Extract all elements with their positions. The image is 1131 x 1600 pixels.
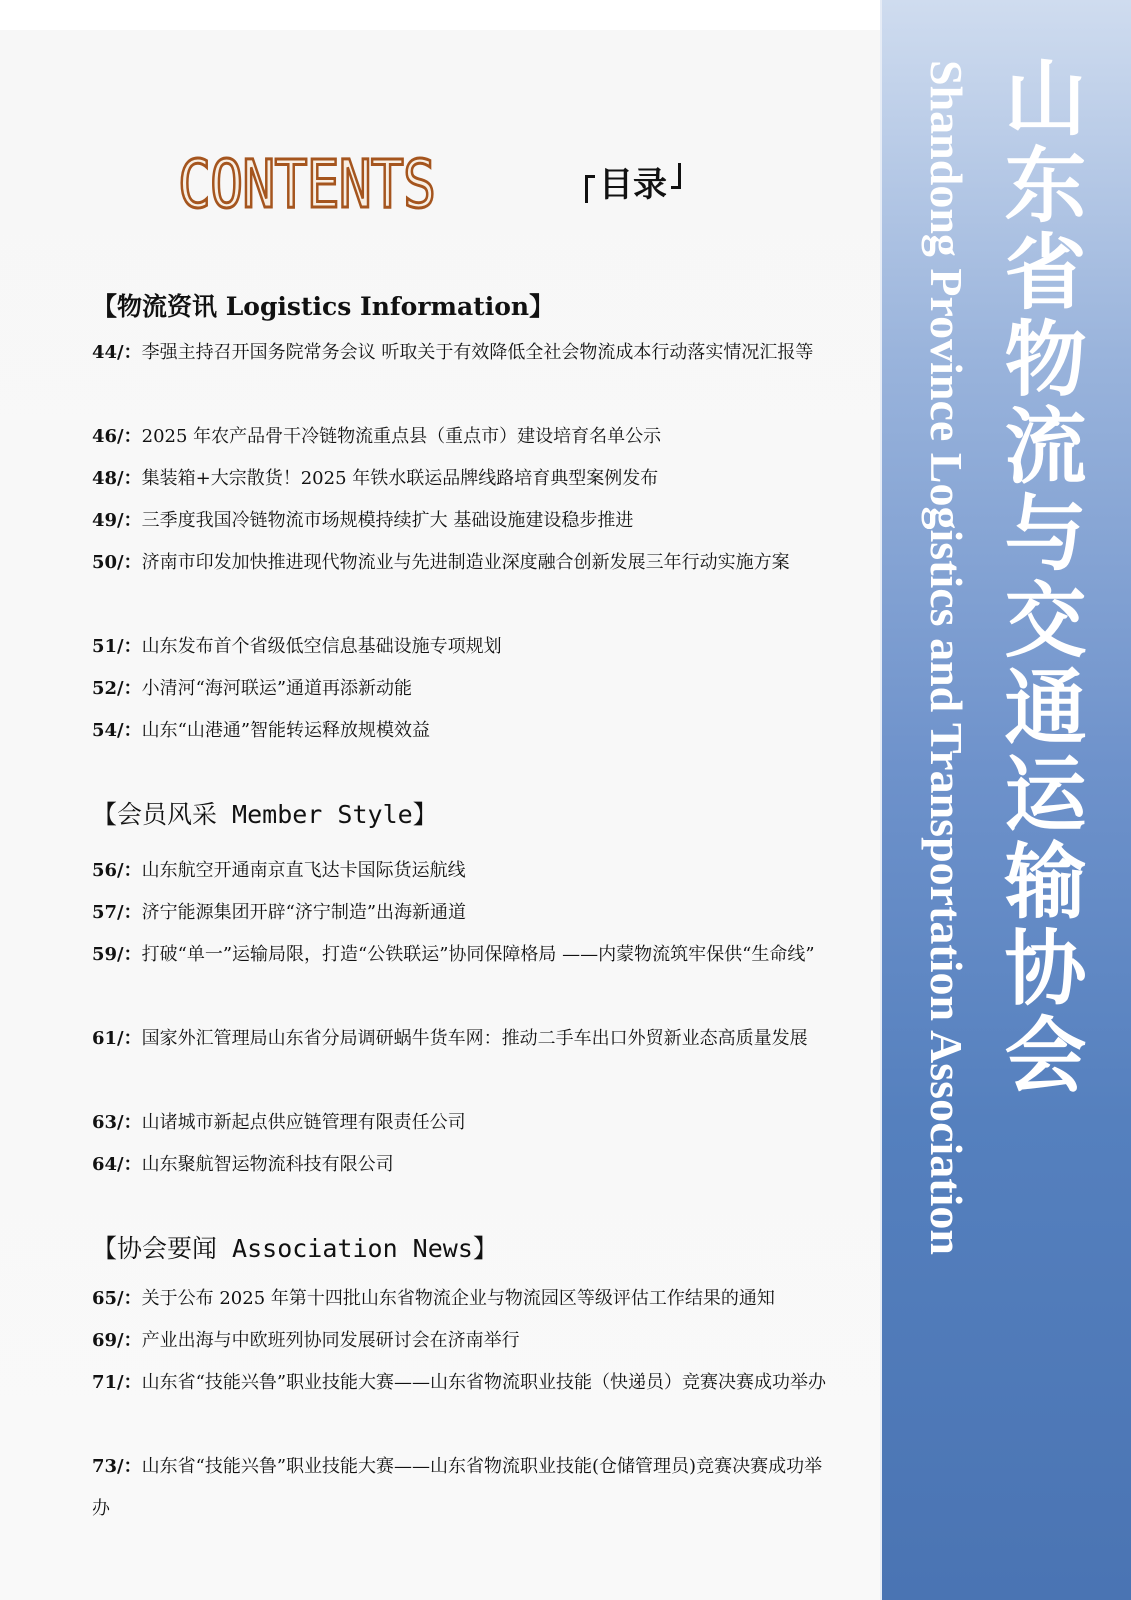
toc-item-title: 产业出海与中欧班列协同发展研讨会在济南举行	[141, 1330, 520, 1351]
toc-item[interactable]	[92, 668, 837, 710]
toc-item-page: 65/：	[92, 1288, 142, 1309]
section-title-member-style	[92, 798, 438, 832]
top-margin	[0, 0, 880, 30]
toc-item-page: 48/：	[92, 468, 142, 489]
toc-item[interactable]	[92, 542, 837, 584]
toc-item-title: 山东发布首个省级低空信息基础设施专项规划	[141, 636, 502, 657]
sidebar-title-cn: 山东省物流与交通运输协会	[991, 55, 1087, 1099]
toc-item-page: 57/：	[92, 902, 142, 923]
toc-item-title: 国家外汇管理局山东省分局调研蜗牛货车网：推动二手车出口外贸新业态高质量发展	[141, 1028, 808, 1049]
contents-logo: CONTENTS	[178, 146, 436, 223]
toc-item-title: 山东省“技能兴鲁”职业技能大赛——山东省物流职业技能(仓储管理员)竞赛决赛成功举办	[92, 1456, 823, 1519]
toc-item-page: 49/：	[92, 510, 142, 531]
section-title-logistics-information: 【物流资讯 Logistics Information】	[92, 292, 555, 321]
toc-item-title: 三季度我国冷链物流市场规模持续扩大 基础设施建设稳步推进	[141, 510, 634, 531]
toc-item-page: 63/：	[92, 1112, 142, 1133]
toc-item[interactable]	[92, 1446, 837, 1530]
toc-item-title: 济宁能源集团开辟“济宁制造”出海新通道	[141, 902, 467, 923]
toc-item-page: 44/：	[92, 342, 142, 363]
toc-item-page: 56/：	[92, 860, 142, 881]
toc-item[interactable]	[92, 626, 837, 668]
toc-item-page: 64/：	[92, 1154, 142, 1175]
toc-item-title: 李强主持召开国务院常务会议 听取关于有效降低全社会物流成本行动落实情况汇报等	[141, 342, 814, 363]
toc-item-page: 46/：	[92, 426, 142, 447]
toc-item-page: 51/：	[92, 636, 142, 657]
corner-bracket-left-icon	[585, 175, 595, 203]
toc-item-page: 52/：	[92, 678, 142, 699]
toc-item-page: 61/：	[92, 1028, 142, 1049]
toc-item-page: 73/：	[92, 1456, 142, 1477]
toc-item-page: 59/：	[92, 944, 142, 965]
toc-item[interactable]	[92, 710, 837, 752]
toc-item[interactable]	[92, 1018, 837, 1060]
section-title-text: 【协会要闻 Association News】	[92, 1234, 498, 1263]
toc-item-title: 关于公布 2025 年第十四批山东省物流企业与物流园区等级评估工作结果的通知	[141, 1288, 775, 1309]
toc-item[interactable]	[92, 458, 837, 500]
toc-item[interactable]	[92, 500, 837, 542]
toc-item-title: 山东聚航智运物流科技有限公司	[141, 1154, 394, 1175]
toc-item[interactable]	[92, 1278, 837, 1320]
toc-item-title: 山东“山港通”智能转运释放规模效益	[141, 720, 431, 741]
sidebar-edge	[880, 0, 882, 1600]
toc-item[interactable]	[92, 1144, 837, 1186]
toc-item-title: 小清河“海河联运”通道再添新动能	[141, 678, 413, 699]
toc-item-title: 山诸城市新起点供应链管理有限责任公司	[141, 1112, 466, 1133]
toc-item-title: 山东航空开通南京直飞达卡国际货运航线	[141, 860, 466, 881]
toc-item[interactable]	[92, 416, 837, 458]
toc-item[interactable]	[92, 934, 837, 976]
toc-item-title: 济南市印发加快推进现代物流业与先进制造业深度融合创新发展三年行动实施方案	[141, 552, 790, 573]
association-sidebar	[880, 0, 1131, 1600]
toc-subtitle	[585, 163, 681, 207]
toc-subtitle-text: 目录	[599, 165, 667, 205]
toc-item-title: 打破“单一”运输局限，打造“公铁联运”协同保障格局 ——内蒙物流筑牢保供“生命线”	[141, 944, 815, 965]
toc-item[interactable]	[92, 332, 837, 374]
toc-item-page: 71/：	[92, 1372, 142, 1393]
toc-item[interactable]	[92, 1320, 837, 1362]
corner-bracket-right-icon	[671, 163, 681, 189]
toc-item[interactable]	[92, 1102, 837, 1144]
section-title-association-news	[92, 1232, 498, 1266]
section-title-text: 【会员风采 Member Style】	[92, 800, 438, 829]
toc-item[interactable]	[92, 1362, 837, 1404]
toc-item-title: 山东省“技能兴鲁”职业技能大赛——山东省物流职业技能（快递员）竞赛决赛成功举办	[141, 1372, 827, 1393]
toc-item-page: 69/：	[92, 1330, 142, 1351]
toc-item[interactable]	[92, 892, 837, 934]
sidebar-title-en: Shandong Province Logistics and Transportation Association	[921, 60, 972, 1255]
toc-item-page: 50/：	[92, 552, 142, 573]
toc-item[interactable]	[92, 850, 837, 892]
toc-item-title: 集装箱+大宗散货！2025 年铁水联运品牌线路培育典型案例发布	[141, 468, 659, 489]
toc-item-title: 2025 年农产品骨干冷链物流重点县（重点市）建设培育名单公示	[141, 426, 662, 447]
toc-item-page: 54/：	[92, 720, 142, 741]
